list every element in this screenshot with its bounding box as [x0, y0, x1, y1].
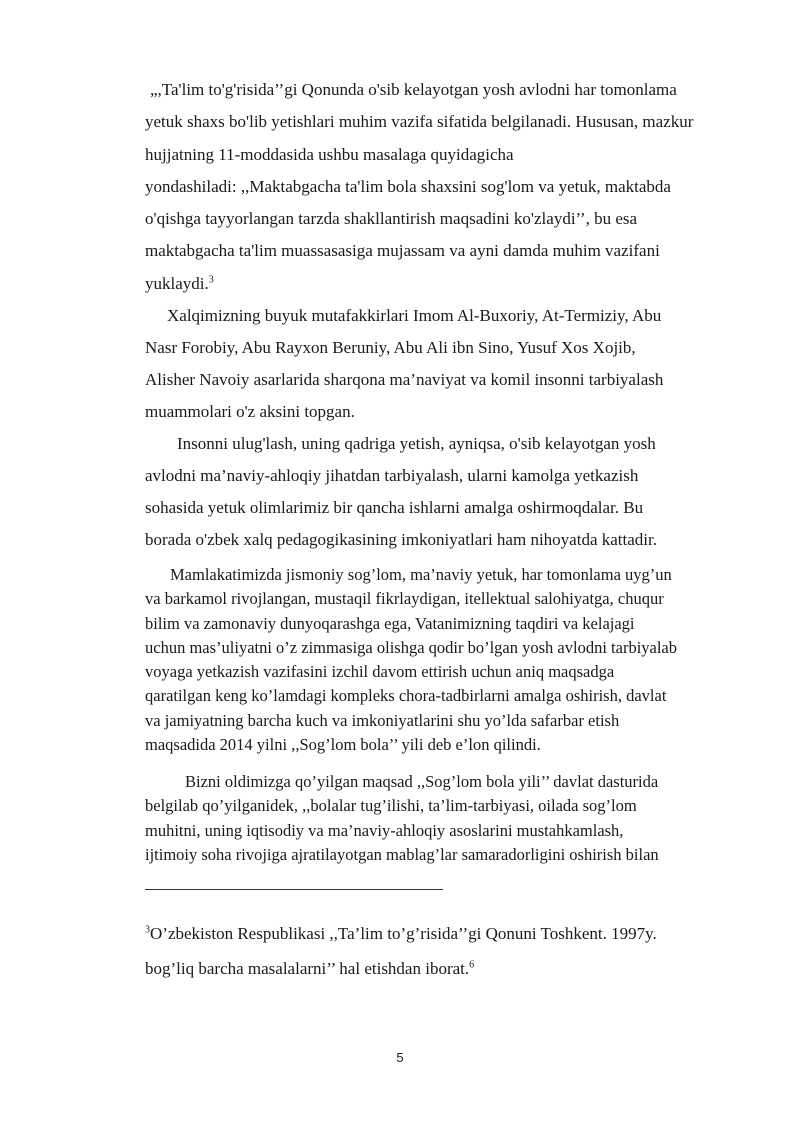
footnote-separator [145, 889, 443, 890]
word: ushbu [318, 144, 359, 164]
text-line: sohasida yetuk olimlarimiz bir qancha ishlarni amalga oshirmoqdalar. Bu [145, 498, 644, 517]
paragraph-soglom-bola-yili [145, 770, 741, 867]
text-line: avlodni ma’naviy-ahloqiy jihatdan tarbiyalash, ularni kamolga yetkazish [145, 466, 639, 485]
footnote-line [145, 920, 745, 948]
text-fragment: bog’liq barcha masalalarni’’ hal etishdan iborat. [145, 959, 470, 978]
text-line: ijtimoiy soha rivojiga ajratilayotgan mablag’lar samaradorligini oshirish bilan [145, 844, 659, 864]
text-line: qaratilgan keng ko’lamdagi kompleks chora-tadbirlarni amalga oshirish, davlat [145, 686, 667, 706]
text-line: Alisher Navoiy asarlarida sharqona ma’naviyat va komil insonni tarbiyalash [145, 370, 664, 389]
footnote-reference: 3 [208, 274, 214, 286]
word: masalaga [363, 144, 427, 164]
text-line: yetuk shaxs bo'lib yetishlari muhim vazifa sifatida belgilanadi. Hususan, mazkur [145, 112, 694, 132]
text-line: va barkamol rivojlangan, mustaqil fikrlaydigan, itellektual salohiyatga, chuqur [145, 589, 664, 609]
text-line: Insonni ulug'lash, uning qadriga yetish, ayniqsa, o'sib kelayotgan yosh [177, 434, 656, 453]
text-line: uchun mas’uliyatni o’z zimmasiga olishga qodir bo’lgan yosh avlodni tarbiyalab [145, 637, 678, 657]
text-line [145, 955, 745, 983]
text-line: o'qishga tayyorlangan tarzda shakllantirish maqsadini ko'zlaydi’’, bu esa [145, 209, 638, 229]
text-line: va jamiyatning barcha kuch va imkoniyatlarini shu yo’lda safarbar etish [145, 710, 620, 730]
footnote-reference: 6 [469, 959, 475, 971]
word: hujjatning [145, 144, 214, 164]
continuation-text [145, 955, 745, 983]
text-line: maqsadida 2014 yilni ,,Sog’lom bola’’ yili deb e’lon qilindi. [145, 735, 541, 755]
paragraph-talim-qonun [145, 74, 741, 300]
text-line: Nasr Forobiy, Abu Rayxon Beruniy, Abu Ali ibn Sino, Yusuf Xos Xojib, [145, 338, 636, 357]
footnote-text: O’zbekiston Respublikasi ,,Ta’lim to’g’risida’’gi Qonuni Toshkent. 1997y. [150, 924, 657, 943]
footnote [145, 920, 745, 948]
text-line: borada o'zbek xalq pedagogikasining imkoniyatlari ham nihoyatda kattadir. [145, 530, 657, 549]
paragraph-mutafakkirlar [145, 300, 715, 428]
page-number: 5 [396, 1050, 404, 1065]
text-line: voyaga yetkazish vazifasini izchil davom ettirish uchun aniq maqsadga [145, 662, 615, 682]
footnote-marker: 3 [145, 924, 150, 936]
text-line: muammolari o'z aksini topgan. [145, 402, 355, 421]
text-line: Bizni oldimizga qo’yilgan maqsad ,,Sog’lom bola yili’’ davlat dasturida [185, 772, 659, 791]
text-line: belgilab qo’yilganidek, ,,bolalar tug’ilishi, ta’lim-tarbiyasi, oilada sog’lom [145, 796, 637, 816]
word: 11-moddasida [218, 144, 314, 164]
text-line: Xalqimizning buyuk mutafakkirlari Imom Al-Buxoriy, At-Termiziy, Abu [167, 306, 662, 325]
text-line: maktabgacha ta'lim muassasasiga mujassam va ayni damda muhim vazifani [145, 241, 660, 261]
text-line: yondashiladi: ,,Maktabgacha ta'lim bola shaxsini sog'lom va yetuk, maktabda [145, 176, 671, 196]
text-line: bilim va zamonaviy dunyoqarashga ega, Vatanimizning taqdiri va kelajagi [145, 613, 635, 633]
text-line: Mamlakatimizda jismoniy sog’lom, ma’naviy yetuk, har tomonlama uyg’un [170, 565, 672, 584]
text-line: „,Ta'lim to'g'risida’’gi Qonunda o'sib kelayotgan yosh avlodni har tomonlama [150, 80, 677, 99]
paragraph-mamlakatimizda [145, 563, 741, 757]
paragraph-insonni-ulugla [145, 428, 715, 556]
text-line [145, 139, 741, 171]
text-line: muhitni, uning iqtisodiy va ma’naviy-ahloqiy asoslarini mustahkamlash, [145, 820, 624, 840]
text-line [145, 268, 741, 300]
word: quyidagicha [430, 144, 514, 164]
text-fragment: yuklaydi. [145, 273, 209, 293]
